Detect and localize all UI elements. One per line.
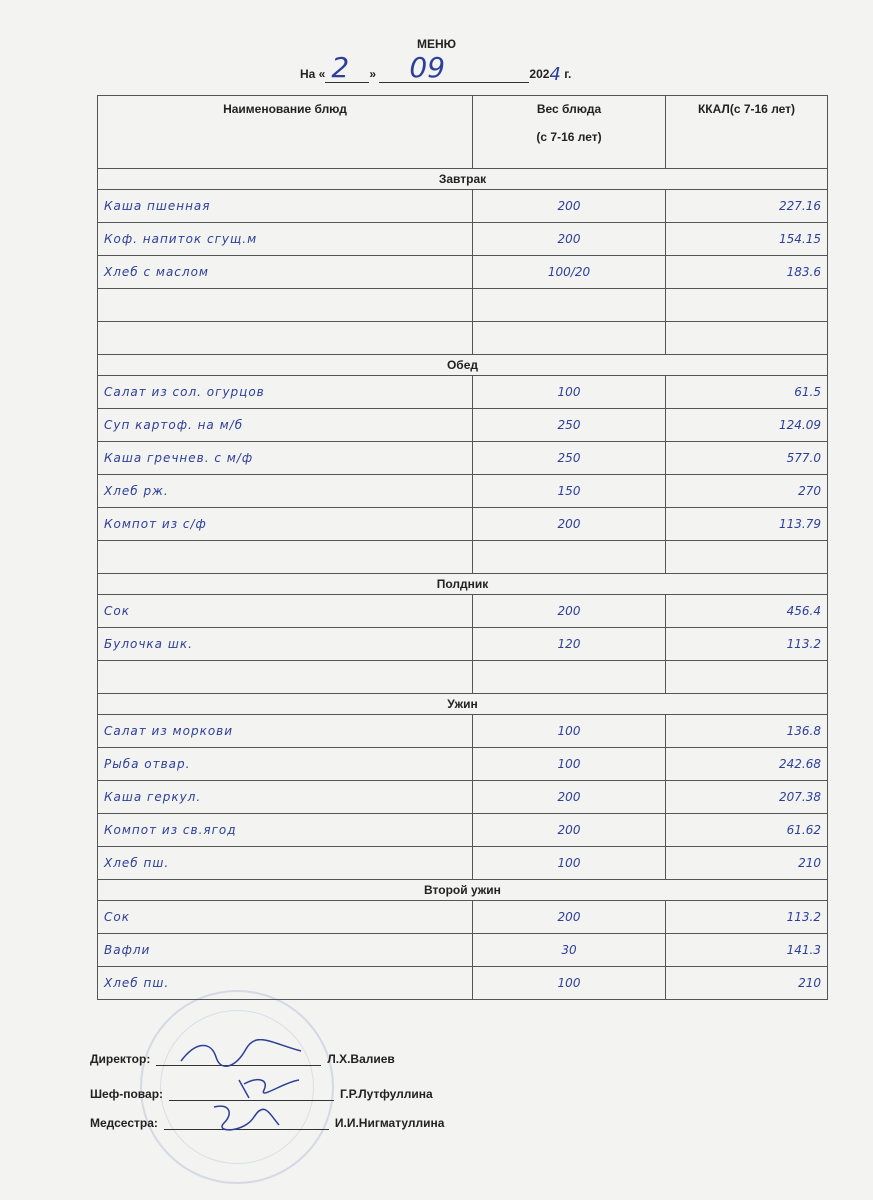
dish-kcal: 456.4: [666, 595, 828, 628]
dish-weight: 200: [473, 814, 666, 847]
table-header-row: [98, 96, 828, 169]
dish-weight: 100: [473, 715, 666, 748]
handwritten-signature-icon: [189, 1074, 319, 1104]
dish-name: Компот из св.ягод: [98, 814, 473, 847]
empty-row: [98, 661, 828, 694]
dish-weight: 250: [473, 442, 666, 475]
table-row: [98, 781, 828, 814]
month-blank: [379, 51, 529, 84]
dish-weight: 200: [473, 190, 666, 223]
dish-weight: 100: [473, 967, 666, 1000]
dish-kcal: 154.15: [666, 223, 828, 256]
dish-kcal: 207.38: [666, 781, 828, 814]
signature-chef: [90, 1087, 433, 1101]
dish-name: Рыба отвар.: [98, 748, 473, 781]
table-row: [98, 814, 828, 847]
dish-weight: 150: [473, 475, 666, 508]
dish-name: Сок: [98, 595, 473, 628]
dish-kcal: 270: [666, 475, 828, 508]
year-digit: 4: [549, 64, 561, 85]
year-suffix: г.: [564, 67, 572, 81]
header-weight-sub: (с 7-16 лет): [536, 130, 602, 144]
document-title: МЕНЮ: [416, 37, 457, 51]
table-row: [98, 223, 828, 256]
table-row: [98, 847, 828, 880]
dish-name: Коф. напиток сгущ.м: [98, 223, 473, 256]
dish-weight: 250: [473, 409, 666, 442]
menu-table: [97, 95, 828, 1000]
table-row: [98, 967, 828, 1000]
signature-role: Директор:: [90, 1052, 151, 1066]
dish-kcal: 227.16: [666, 190, 828, 223]
dish-kcal: 242.68: [666, 748, 828, 781]
signature-role: Шеф-повар:: [90, 1087, 164, 1101]
dish-kcal: 136.8: [666, 715, 828, 748]
dish-kcal: 577.0: [666, 442, 828, 475]
table-row: [98, 409, 828, 442]
signature-line: [164, 1116, 329, 1130]
dish-weight: 200: [473, 781, 666, 814]
table-row: [98, 376, 828, 409]
dish-weight: 100: [473, 748, 666, 781]
dish-name: Хлеб рж.: [98, 475, 473, 508]
dish-kcal: 210: [666, 967, 828, 1000]
dish-weight: 100/20: [473, 256, 666, 289]
day-blank: [325, 51, 369, 84]
dish-weight: 100: [473, 847, 666, 880]
empty-row: [98, 322, 828, 355]
signature-line: [156, 1052, 321, 1066]
dish-kcal: 61.5: [666, 376, 828, 409]
header-weight: [473, 96, 666, 169]
header-kcal: ККАЛ(с 7-16 лет): [666, 96, 828, 169]
date-day: 2: [331, 51, 350, 84]
dish-name: Каша геркул.: [98, 781, 473, 814]
dish-kcal: 124.09: [666, 409, 828, 442]
table-row: [98, 256, 828, 289]
dish-kcal: 113.79: [666, 508, 828, 541]
dish-name: Каша пшенная: [98, 190, 473, 223]
dish-name: Сок: [98, 901, 473, 934]
dish-kcal: 210: [666, 847, 828, 880]
year-prefix: 202: [529, 67, 550, 81]
section-breakfast: Завтрак: [98, 169, 828, 190]
date-prefix: На «: [300, 67, 326, 81]
date-line: [300, 51, 572, 85]
table-row: [98, 595, 828, 628]
dish-kcal: 61.62: [666, 814, 828, 847]
dish-weight: 200: [473, 223, 666, 256]
dish-name: Вафли: [98, 934, 473, 967]
handwritten-signature-icon: [176, 1039, 306, 1069]
dish-name: Булочка шк.: [98, 628, 473, 661]
signature-name: Г.Р.Лутфуллина: [340, 1087, 433, 1101]
section-dinner: Ужин: [98, 694, 828, 715]
dish-weight: 120: [473, 628, 666, 661]
signature-line: [169, 1087, 334, 1101]
table-row: [98, 934, 828, 967]
dish-weight: 100: [473, 376, 666, 409]
dish-name: Салат из моркови: [98, 715, 473, 748]
table-row: [98, 475, 828, 508]
dish-name: Каша гречнев. с м/ф: [98, 442, 473, 475]
signature-nurse: [90, 1116, 444, 1130]
signature-name: И.И.Нигматуллина: [334, 1116, 445, 1130]
table-row: [98, 901, 828, 934]
date-mid: »: [369, 67, 377, 81]
header-name: Наименование блюд: [98, 96, 473, 169]
table-row: [98, 748, 828, 781]
dish-weight: 200: [473, 595, 666, 628]
dish-kcal: 141.3: [666, 934, 828, 967]
empty-row: [98, 289, 828, 322]
signature-name: Л.Х.Валиев: [327, 1052, 395, 1066]
dish-name: Хлеб пш.: [98, 967, 473, 1000]
dish-kcal: 183.6: [666, 256, 828, 289]
signature-director: [90, 1052, 395, 1066]
dish-weight: 200: [473, 901, 666, 934]
dish-kcal: 113.2: [666, 628, 828, 661]
dish-weight: 30: [473, 934, 666, 967]
handwritten-signature-icon: [184, 1103, 314, 1133]
dish-name: Компот из с/ф: [98, 508, 473, 541]
dish-weight: 200: [473, 508, 666, 541]
date-month: 09: [409, 51, 446, 84]
section-lunch: Обед: [98, 355, 828, 376]
dish-name: Салат из сол. огурцов: [98, 376, 473, 409]
table-row: [98, 508, 828, 541]
dish-name: Хлеб с маслом: [98, 256, 473, 289]
table-row: [98, 190, 828, 223]
dish-kcal: 113.2: [666, 901, 828, 934]
dish-name: Хлеб пш.: [98, 847, 473, 880]
empty-row: [98, 541, 828, 574]
table-row: [98, 715, 828, 748]
table-row: [98, 628, 828, 661]
section-snack: Полдник: [98, 574, 828, 595]
section-second-dinner: Второй ужин: [98, 880, 828, 901]
dish-name: Суп картоф. на м/б: [98, 409, 473, 442]
signature-role: Медсестра:: [90, 1116, 158, 1130]
header-weight-label: Вес блюда: [536, 102, 602, 116]
table-row: [98, 442, 828, 475]
